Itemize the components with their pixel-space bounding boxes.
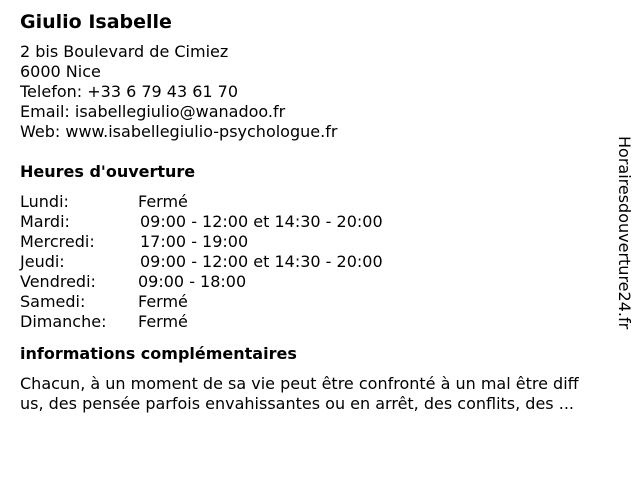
day-hours: 09:00 - 12:00 et 14:30 - 20:00 [140,212,383,231]
info-text-line: Chacun, à un moment de sa vie peut être confronté à un mal être diff [20,374,579,393]
hours-row-mercredi [20,232,620,252]
hours-row-dimanche [20,312,620,332]
opening-hours-table [20,192,620,332]
website-address: Web: www.isabellegiulio-psychologue.fr [20,122,338,141]
address-street: 2 bis Boulevard de Cimiez [20,42,229,61]
email-address: Email: isabellegiulio@wanadoo.fr [20,102,286,121]
hours-row-mardi [20,212,620,232]
additional-info-title: informations complémentaires [20,344,297,363]
contact-block [20,42,620,142]
business-card [20,9,620,414]
day-hours: Fermé [138,292,188,311]
day-label: Lundi: [20,192,69,211]
day-label: Mercredi: [20,232,95,251]
day-hours: Fermé [138,312,188,331]
hours-row-lundi [20,192,620,212]
day-label: Vendredi: [20,272,96,291]
additional-info-text [20,374,628,414]
hours-row-samedi [20,292,620,312]
site-watermark: Horairesdouverture24.fr [615,136,634,330]
day-label: Dimanche: [20,312,107,331]
day-hours: 17:00 - 19:00 [140,232,249,251]
info-text-line: us, des pensée parfois envahissantes ou en arrêt, des conflits, des ... [20,394,574,413]
day-label: Samedi: [20,292,86,311]
business-name: Giulio Isabelle [20,11,172,33]
opening-hours-title: Heures d'ouverture [20,162,196,181]
day-hours: 09:00 - 12:00 et 14:30 - 20:00 [140,252,383,271]
day-hours: Fermé [138,192,188,211]
day-label: Mardi: [20,212,70,231]
day-label: Jeudi: [20,252,65,271]
phone-number: Telefon: +33 6 79 43 61 70 [20,82,239,101]
day-hours: 09:00 - 18:00 [138,272,247,291]
hours-row-vendredi [20,272,620,292]
hours-row-jeudi [20,252,620,272]
address-city: 6000 Nice [20,62,101,81]
